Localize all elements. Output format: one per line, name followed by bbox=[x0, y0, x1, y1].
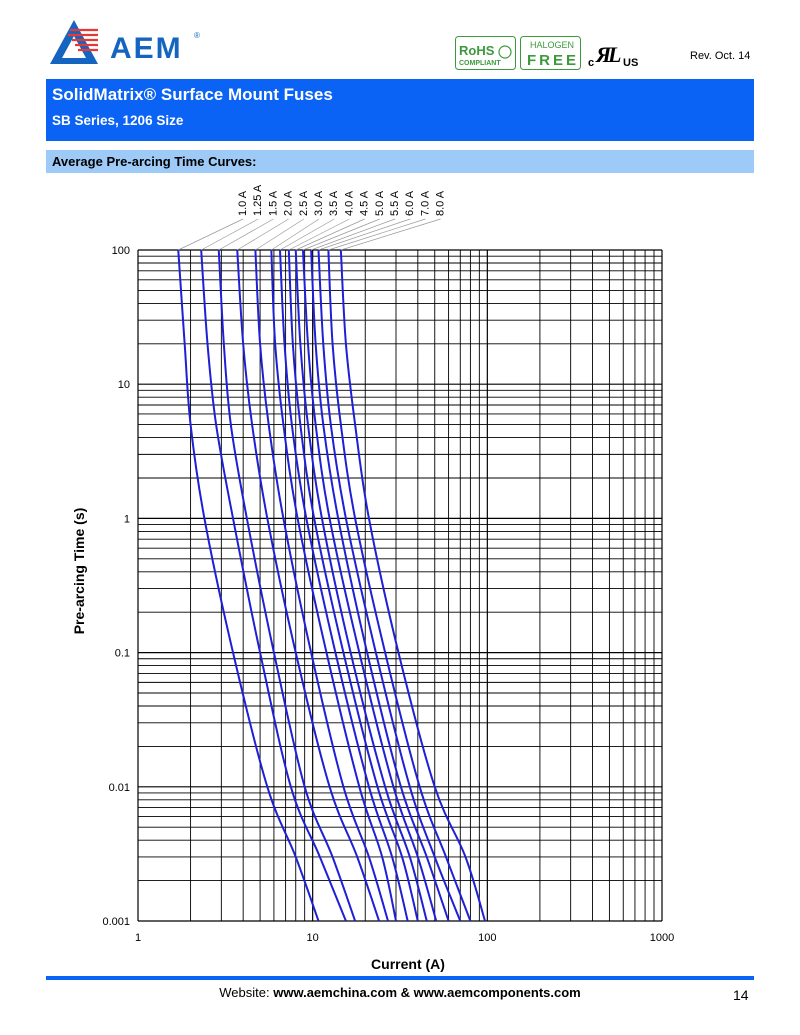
footer bbox=[0, 985, 800, 1000]
series-label: 1.5 A bbox=[267, 190, 280, 216]
rohs-badge bbox=[456, 37, 516, 70]
series-label: 1.25 A bbox=[252, 184, 265, 216]
revision-label: Rev. Oct. 14 bbox=[690, 50, 751, 62]
rohs-text: RoHS bbox=[459, 43, 495, 58]
logo-emblem bbox=[50, 20, 98, 64]
ul-us-text: US bbox=[623, 57, 639, 69]
x-tick-label: 10 bbox=[306, 932, 319, 944]
series-label: 3.0 A bbox=[313, 190, 325, 216]
y-tick-label: 1 bbox=[123, 513, 130, 526]
y-axis-label: Pre-arcing Time (s) bbox=[71, 507, 87, 635]
ul-c-text: c bbox=[588, 57, 595, 69]
legend-leader-line bbox=[341, 219, 441, 250]
footer-prefix: Website: bbox=[219, 985, 270, 1000]
legend-leader-line bbox=[319, 219, 411, 250]
y-tick-label: 0.1 bbox=[114, 647, 130, 660]
page-subtitle: SB Series, 1206 Size bbox=[52, 113, 184, 128]
legend-leader-line bbox=[271, 219, 319, 250]
page-number: 14 bbox=[733, 987, 749, 1003]
legend-leader-line bbox=[178, 219, 243, 250]
y-tick-label: 0.01 bbox=[108, 781, 130, 794]
x-axis-label: Current (A) bbox=[371, 956, 445, 972]
logo-registered: ® bbox=[194, 31, 200, 40]
certification-badges bbox=[455, 36, 655, 70]
series-label: 4.5 A bbox=[358, 190, 371, 216]
series-label: 5.5 A bbox=[389, 190, 401, 216]
series-label: 1.0 A bbox=[237, 190, 249, 216]
series-label: 5.0 A bbox=[373, 190, 386, 216]
free-text: FREE bbox=[527, 52, 580, 69]
series-label: 2.5 A bbox=[297, 190, 310, 216]
footer-divider bbox=[46, 976, 754, 980]
footer-websites[interactable]: www.aemchina.com & www.aemcomponents.com bbox=[273, 985, 581, 1000]
series-label: 8.0 A bbox=[434, 190, 447, 216]
y-tick-label: 0.001 bbox=[102, 916, 130, 928]
legend-leader-line bbox=[328, 219, 425, 250]
pre-arcing-time-chart bbox=[0, 170, 800, 980]
title-banner bbox=[46, 79, 754, 141]
series-label: 6.0 A bbox=[404, 190, 417, 216]
chart-grid bbox=[138, 250, 662, 921]
legend-leader-line bbox=[303, 219, 380, 250]
legend-leader-line bbox=[219, 219, 274, 250]
legend-leader-line bbox=[280, 219, 334, 250]
halogen-text: HALOGEN bbox=[530, 40, 575, 50]
ul-mark bbox=[588, 42, 638, 69]
chart-curves bbox=[178, 250, 485, 921]
logo-text: AEM bbox=[110, 32, 183, 65]
series-label: 4.0 A bbox=[343, 190, 356, 216]
aem-logo bbox=[48, 18, 208, 68]
ul-logo-icon-part: L bbox=[608, 42, 622, 67]
series-label: 3.5 A bbox=[328, 190, 341, 216]
chart-tick-labels bbox=[102, 245, 674, 944]
legend-leader-line bbox=[311, 219, 395, 250]
legend-leader-line bbox=[289, 219, 350, 250]
x-tick-label: 1000 bbox=[649, 932, 675, 944]
x-tick-label: 100 bbox=[478, 932, 497, 944]
section-title: Average Pre-arcing Time Curves: bbox=[52, 154, 257, 169]
legend-leader-line bbox=[201, 219, 258, 250]
chart-legend bbox=[178, 184, 446, 250]
y-tick-label: 10 bbox=[117, 379, 130, 392]
x-tick-label: 1 bbox=[134, 932, 142, 944]
y-tick-label: 100 bbox=[111, 245, 130, 257]
ul-logo-icon: Я bbox=[596, 42, 612, 67]
halogen-free-badge bbox=[521, 37, 581, 70]
page-title: SolidMatrix® Surface Mount Fuses bbox=[52, 85, 333, 104]
legend-leader-line bbox=[296, 219, 365, 250]
series-label: 7.0 A bbox=[419, 190, 432, 216]
series-label: 2.0 A bbox=[282, 190, 295, 216]
rohs-compliant-text: COMPLIANT bbox=[459, 60, 501, 67]
